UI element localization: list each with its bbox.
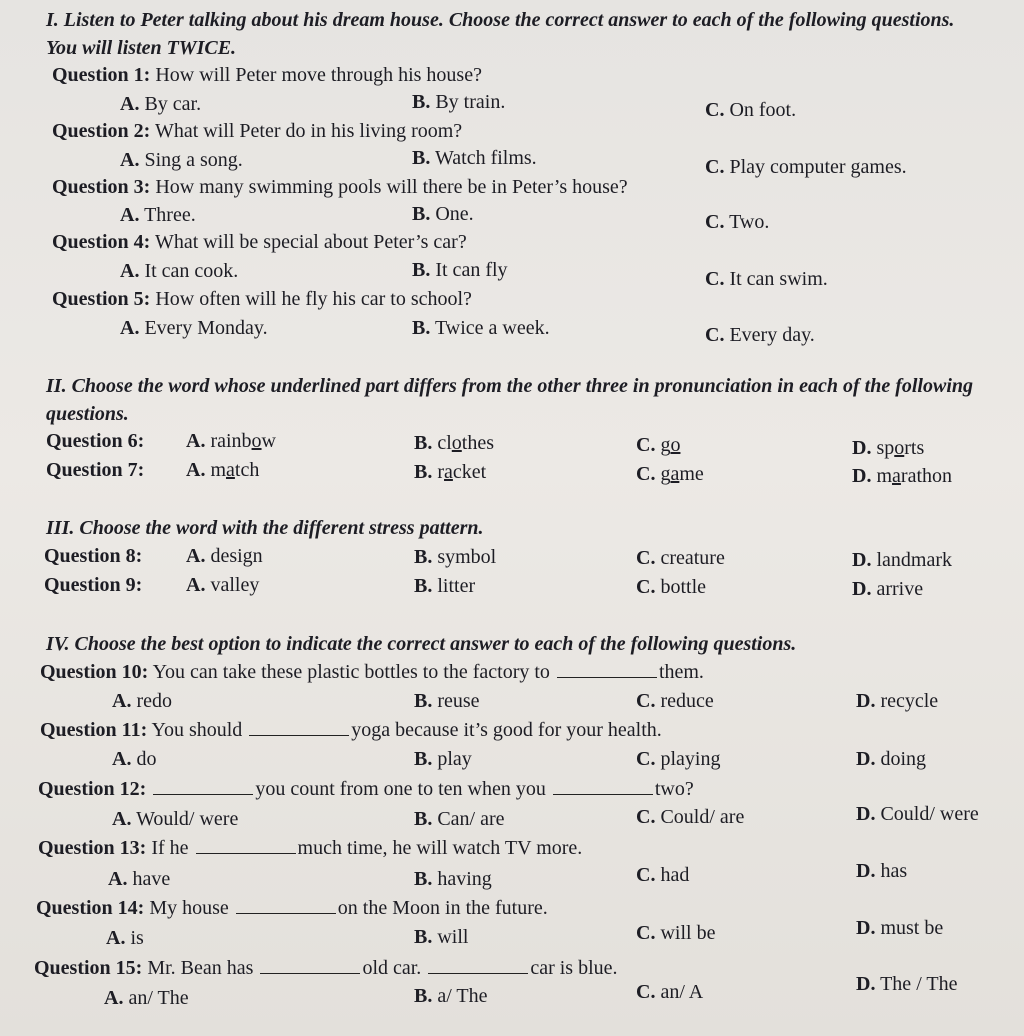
q5-option-a: A. Every Monday. — [120, 317, 268, 339]
question-9: Question 9: — [44, 574, 143, 596]
q11-option-d: D. doing — [856, 748, 927, 770]
answer-blank — [553, 776, 653, 795]
q14-option-b: B. will — [414, 926, 469, 948]
answer-blank — [196, 835, 296, 854]
q10-option-c: C. reduce — [636, 690, 714, 712]
answer-blank — [428, 955, 528, 974]
q2-option-b: B. Watch films. — [412, 147, 537, 169]
q9-option-a: A. valley — [186, 574, 260, 596]
question-10: Question 10: You can take these plastic bottles to the factory to them. — [40, 661, 704, 683]
q10-option-a: A. redo — [112, 690, 172, 712]
question-11: Question 11: You should yoga because it’s good for your health. — [40, 719, 662, 741]
answer-blank — [153, 776, 253, 795]
question-13: Question 13: If he much time, he will watch TV more. — [38, 837, 583, 859]
question-6: Question 6: — [46, 430, 145, 452]
q1-option-a: A. By car. — [120, 93, 202, 115]
q12-option-c: C. Could/ are — [636, 806, 745, 828]
q14-option-a: A. is — [106, 927, 144, 949]
q15-option-c: C. an/ A — [636, 981, 704, 1003]
q5-option-b: B. Twice a week. — [412, 317, 550, 339]
answer-blank — [260, 955, 360, 974]
q12-option-d: D. Could/ were — [856, 803, 979, 825]
question-8: Question 8: — [44, 545, 143, 567]
section-4-heading: IV. Choose the best option to indicate the correct answer to each of the following questions. — [46, 633, 797, 655]
q11-option-c: C. playing — [636, 748, 721, 770]
q6-option-b: B. clothes — [414, 432, 494, 454]
question-2: Question 2: What will Peter do in his living room? — [52, 120, 463, 142]
q6-option-d: D. sports — [852, 437, 925, 459]
question-15: Question 15: Mr. Bean has old car. car is blue. — [34, 957, 618, 979]
q3-option-a: A. Three. — [120, 204, 196, 226]
q4-option-a: A. It can cook. — [120, 260, 239, 282]
q15-option-a: A. an/ The — [104, 987, 189, 1009]
q9-option-d: D. arrive — [852, 578, 924, 600]
q15-option-d: D. The / The — [856, 973, 958, 995]
q9-option-b: B. litter — [414, 575, 476, 597]
q1-option-c: C. On foot. — [705, 99, 797, 121]
q4-option-c: C. It can swim. — [705, 268, 828, 290]
section-3-heading: III. Choose the word with the different stress pattern. — [46, 517, 484, 539]
q3-option-b: B. One. — [412, 203, 474, 225]
section-2-heading: II. Choose the word whose underlined part differs from the other three in pronunciation in each of the following questions. — [46, 375, 973, 425]
answer-blank — [249, 717, 349, 736]
answer-blank — [236, 895, 336, 914]
q2-option-a: A. Sing a song. — [120, 149, 243, 171]
q13-option-d: D. has — [856, 860, 908, 882]
q9-option-c: C. bottle — [636, 576, 706, 598]
q7-option-d: D. marathon — [852, 465, 952, 487]
question-7: Question 7: — [46, 459, 145, 481]
q11-option-b: B. play — [414, 748, 472, 770]
q7-option-a: A. match — [186, 459, 260, 481]
q4-option-b: B. It can fly — [412, 259, 508, 281]
q3-option-c: C. Two. — [705, 211, 770, 233]
q14-option-c: C. will be — [636, 922, 716, 944]
question-4: Question 4: What will be special about Peter’s car? — [52, 231, 467, 253]
question-5: Question 5: How often will he fly his car to school? — [52, 288, 472, 310]
q8-option-d: D. landmark — [852, 549, 952, 571]
question-12: Question 12: you count from one to ten when you two? — [38, 778, 694, 800]
q14-option-d: D. must be — [856, 917, 944, 939]
q15-option-b: B. a/ The — [414, 985, 488, 1007]
q10-option-d: D. recycle — [856, 690, 939, 712]
q2-option-c: C. Play computer games. — [705, 156, 907, 178]
answer-blank — [557, 659, 657, 678]
q12-option-a: A. Would/ were — [112, 808, 239, 830]
q5-option-c: C. Every day. — [705, 324, 815, 346]
question-1: Question 1: How will Peter move through his house? — [52, 64, 482, 86]
q8-option-b: B. symbol — [414, 546, 497, 568]
q11-option-a: A. do — [112, 748, 157, 770]
q6-option-c: C. go — [636, 434, 681, 456]
q13-option-a: A. have — [108, 868, 171, 890]
q8-option-c: C. creature — [636, 547, 725, 569]
q7-option-b: B. racket — [414, 461, 487, 483]
q6-option-a: A. rainbow — [186, 430, 276, 452]
q13-option-c: C. had — [636, 864, 690, 886]
q1-option-b: B. By train. — [412, 91, 506, 113]
q8-option-a: A. design — [186, 545, 263, 567]
q10-option-b: B. reuse — [414, 690, 480, 712]
section-1-heading: I. Listen to Peter talking about his dream house. Choose the correct answer to each of the following questions. You will listen TWICE. — [46, 9, 955, 59]
q12-option-b: B. Can/ are — [414, 808, 505, 830]
q13-option-b: B. having — [414, 868, 492, 890]
question-3: Question 3: How many swimming pools will there be in Peter’s house? — [52, 176, 628, 198]
question-14: Question 14: My house on the Moon in the future. — [36, 897, 548, 919]
q7-option-c: C. game — [636, 463, 704, 485]
